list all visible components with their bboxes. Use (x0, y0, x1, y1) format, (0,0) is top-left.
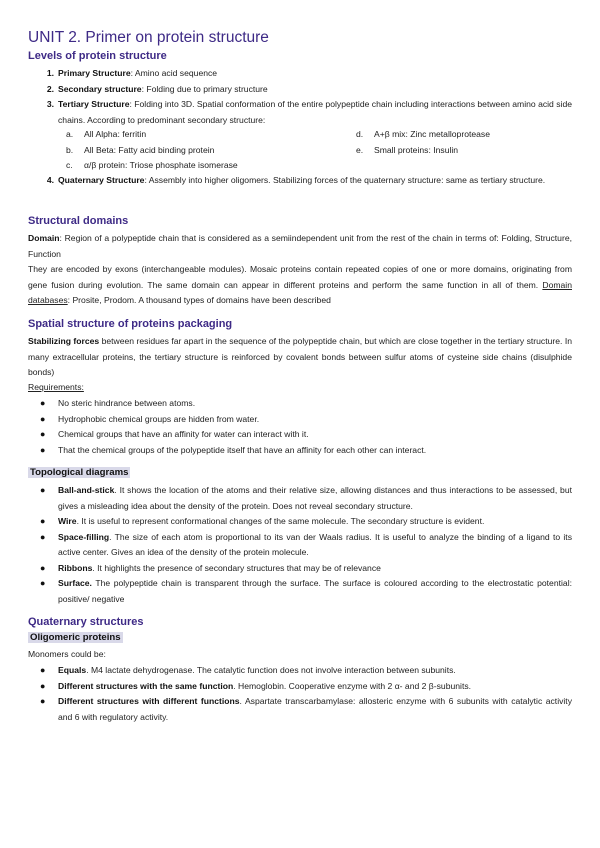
list-item: ● Ribbons. It highlights the presence of secondary structures that may be of relevance (40, 562, 381, 573)
list-item: ● Different structures with different functions. Aspartate transcarbamylase: allosteric enzyme with 6 subunits with catalytic activity and 6 with regulatory activity. (40, 696, 572, 722)
list-item: ● Surface. The polypeptide chain is transparent through the surface. The surface is coloured according to the electrostatic potential: positive/ negative (40, 578, 572, 604)
list-item: 2. Secondary structure: Folding due to primary structure (46, 83, 268, 94)
subitem-a: a. All Alpha: ferritin (66, 129, 147, 139)
list-item: ● No steric hindrance between atoms. (40, 398, 196, 408)
list-item: ● Wire. It is useful to represent conformational changes of the same molecule. The secondary structure is evident. (40, 516, 485, 526)
subitem-b: b. All Beta: Fatty acid binding protein (66, 145, 215, 155)
list-item: ● Chemical groups that have an affinity for water can interact with it. (40, 429, 309, 439)
subitem-d: d. A+β mix: Zinc metalloprotease (356, 129, 490, 139)
page-title: UNIT 2. Primer on protein structure (28, 29, 269, 46)
list-item: ● Hydrophobic chemical groups are hidden from water. (40, 413, 260, 424)
domains-heading: Structural domains (28, 215, 129, 227)
domain-definition: Domain: Region of a polypeptide chain that is considered as a semiindependent unit from the rest of the chain in terms of: Folding, Structure, Function (28, 233, 572, 259)
list-item: ● That the chemical groups of the polypeptide itself that have an affinity for each other can interact. (40, 444, 427, 455)
monomers-intro: Monomers could be: (28, 649, 106, 659)
topological-list (40, 483, 572, 607)
levels-heading: Levels of protein structure (28, 50, 167, 62)
domain-paragraph: They are encoded by exons (interchangeable modules). Mosaic proteins contain repeated copies of one or more domains, originating from gene fusion during evolution. The same domain can appear in different proteins and perform the same function in all of them. Domain databases: Prosite, Prodom. A thousand types of domains have been described (28, 264, 572, 305)
list-item: ● Different structures with the same function. Hemoglobin. Cooperative enzyme with 2 α- and 2 β-subunits. (40, 680, 472, 691)
list-item: ● Equals. M4 lactate dehydrogenase. The catalytic function does not involve interaction between subunits. (40, 665, 456, 675)
list-item: ● Ball-and-stick. It shows the location of the atoms and their relative size, allowing distances and thus interactions to be assessed, but gives a misleading idea about the density of the protein. Does not reveal secondary structure. (40, 485, 572, 511)
list-item: 1. Primary Structure: Amino acid sequence (46, 68, 218, 78)
quaternary-list (40, 663, 572, 725)
levels-list-cont (46, 173, 572, 189)
subitem-c: c. α/β protein: Triose phosphate isomerase (66, 160, 238, 170)
list-item: 3. Tertiary Structure: Folding into 3D. Spatial conformation of the entire polypeptide chain including interactions between amino acid side chains. According to predominant secondary structure: (46, 99, 573, 125)
requirements-label: Requirements: (28, 382, 84, 392)
oligomeric-heading: Oligomeric proteins (30, 632, 121, 643)
levels-list (46, 66, 573, 128)
spatial-paragraph: Stabilizing forces between residues far apart in the sequence of the polypeptide chain, but which are close together in the tertiary structure. In many extracellular proteins, the tertiary structure is reinforced by covalent bonds between sulfur atoms of cysteine side chains (disulphide bonds) (28, 336, 572, 377)
spatial-heading: Spatial structure of proteins packaging (28, 318, 233, 330)
list-item: 4. Quaternary Structure: Assembly into higher oligomers. Stabilizing forces of the quaternary structure: same as tertiary structure. (46, 175, 546, 185)
list-item: ● Space-filling. The size of each atom is proportional to its van der Waals radius. It is useful to analyze the binding of a ligand to its active center. Gives an idea of the density of the protein molecule. (40, 531, 572, 557)
quaternary-heading: Quaternary structures (28, 616, 144, 628)
topological-heading: Topological diagrams (30, 467, 129, 478)
requirements-list (40, 396, 572, 458)
subitem-e: e. Small proteins: Insulin (356, 145, 459, 155)
